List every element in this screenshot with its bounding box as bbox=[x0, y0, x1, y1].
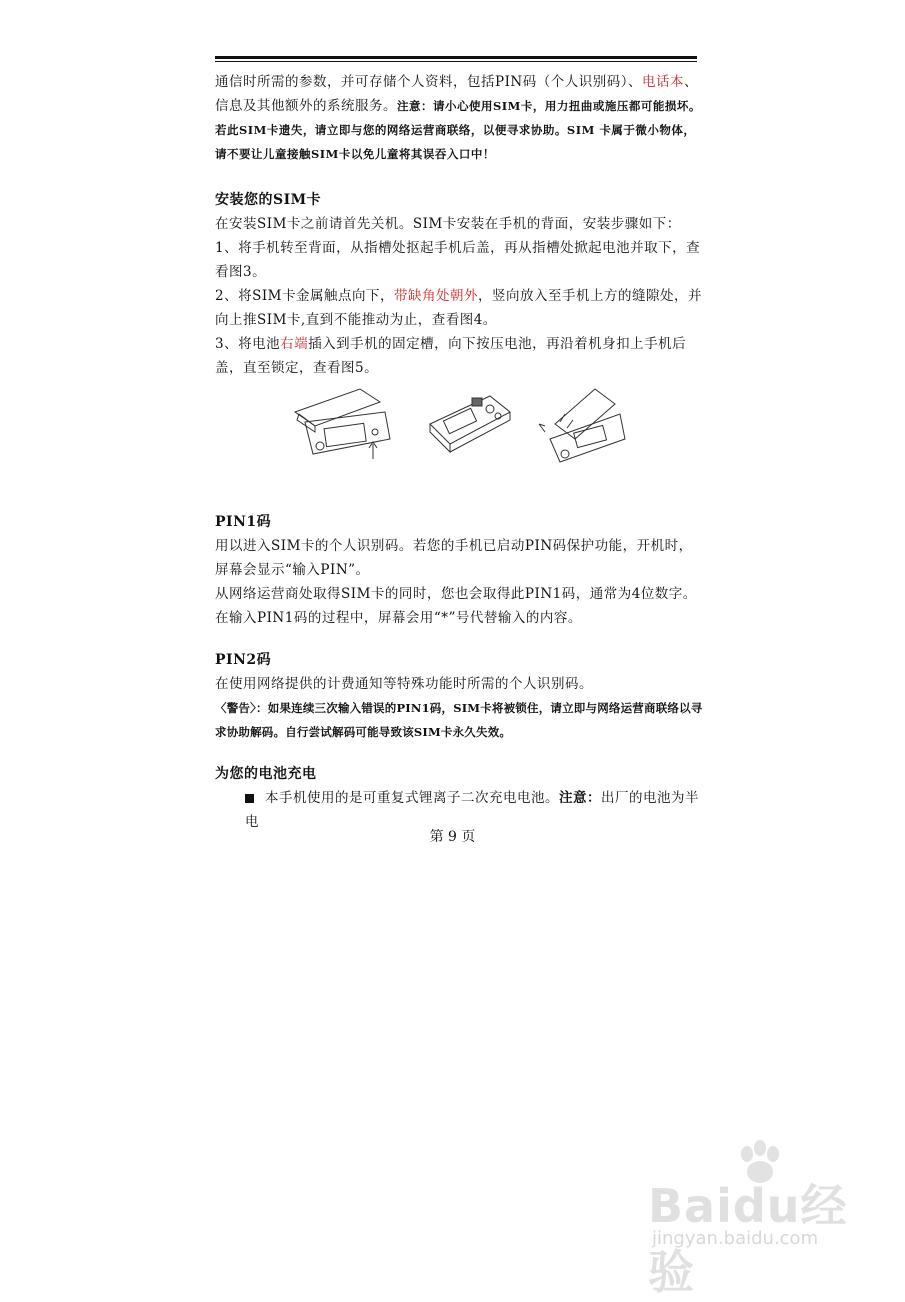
watermark-logo: Baidu经验 bbox=[648, 1179, 848, 1299]
page-number: 第 9 页 bbox=[429, 829, 476, 845]
install-step-3 bbox=[215, 332, 705, 380]
battery-note-label: 注意： bbox=[559, 790, 601, 806]
step-3-text-b: 插入到手机的固定槽，向下按压电池，再沿着机身扣上手机后盖，直至锁定，查看图5。 bbox=[215, 336, 687, 376]
figure-3-battery-removal bbox=[285, 384, 395, 464]
header-rule-thin bbox=[215, 61, 697, 62]
battery-text-b: 出厂的电池为半电 bbox=[245, 790, 699, 830]
sim-care-note: 注意：请小心使用SIM卡，用力扭曲或施压都可能损坏。若此SIM卡遗失，请立即与您的网络运营商联络，以便寻求协助。SIM 卡属于微小物体，请不要让儿童接触SIM卡以免儿童将其误吞入口中！ bbox=[215, 99, 701, 161]
intro-text-1: 通信时所需的参数，并可存储个人资料，包括PIN码（个人识别码）、 bbox=[215, 74, 642, 90]
bullet-square-icon bbox=[245, 794, 254, 803]
baidu-jingyan-watermark bbox=[640, 1140, 880, 1299]
pin2-heading: PIN2码 bbox=[215, 652, 272, 668]
intro-text-3: 、信息及其他额外的系统服务。 bbox=[215, 74, 698, 114]
pin1-heading: PIN1码 bbox=[215, 514, 272, 530]
pin-warning: 〈警告〉：如果连续三次输入错误的PIN1码，SIM卡将被锁住，请立即与网络运营商联络以寻求协助解码。自行尝试解码可能导致该SIM卡永久失效。 bbox=[215, 701, 703, 739]
battery-charge-heading: 为您的电池充电 bbox=[215, 766, 317, 782]
install-step-2 bbox=[215, 284, 705, 332]
battery-text-a: 本手机使用的是可重复式锂离子二次充电电池。 bbox=[265, 790, 559, 806]
watermark-url: jingyan.baidu.com bbox=[652, 1228, 819, 1249]
figure-5-cover-closing bbox=[535, 384, 635, 469]
step-2-text-a: 2、将SIM卡金属触点向下， bbox=[215, 288, 394, 304]
notch-outward-highlight: 带缺角处朝外 bbox=[394, 288, 478, 304]
pin1-paragraph-1: 用以进入SIM卡的个人识别码。若您的手机已启动PIN码保护功能，开机时，屏幕会显示“输入PIN”。 bbox=[215, 538, 693, 578]
installation-figures bbox=[215, 384, 705, 492]
intro-paragraph bbox=[215, 70, 705, 166]
step-3-text-a: 3、将电池 bbox=[215, 336, 281, 352]
install-lead: 在安装SIM卡之前请首先关机。SIM卡安装在手机的背面，安装步骤如下： bbox=[215, 216, 681, 232]
install-step-1: 1、将手机转至背面，从指槽处抠起手机后盖，再从指槽处掀起电池并取下，查看图3。 bbox=[215, 240, 701, 280]
install-sim-heading: 安装您的SIM卡 bbox=[215, 192, 322, 208]
right-end-highlight: 右端 bbox=[280, 336, 309, 352]
header-rule-thick bbox=[215, 56, 697, 59]
phonebook-highlight: 电话本 bbox=[641, 74, 684, 90]
step-2-text-b: ，竖向放入至手机上方的缝隙处，并向上推SIM卡,直到不能推动为止，查看图4。 bbox=[215, 288, 702, 328]
pin2-paragraph: 在使用网络提供的计费通知等特殊功能时所需的个人识别码。 bbox=[215, 676, 593, 692]
page-content bbox=[215, 70, 705, 834]
figure-4-sim-insertion bbox=[420, 384, 520, 459]
pin1-paragraph-2: 从网络运营商处取得SIM卡的同时，您也会取得此PIN1码，通常为4位数字。在输入PIN1码的过程中，屏幕会用“*”号代替输入的内容。 bbox=[215, 586, 697, 626]
